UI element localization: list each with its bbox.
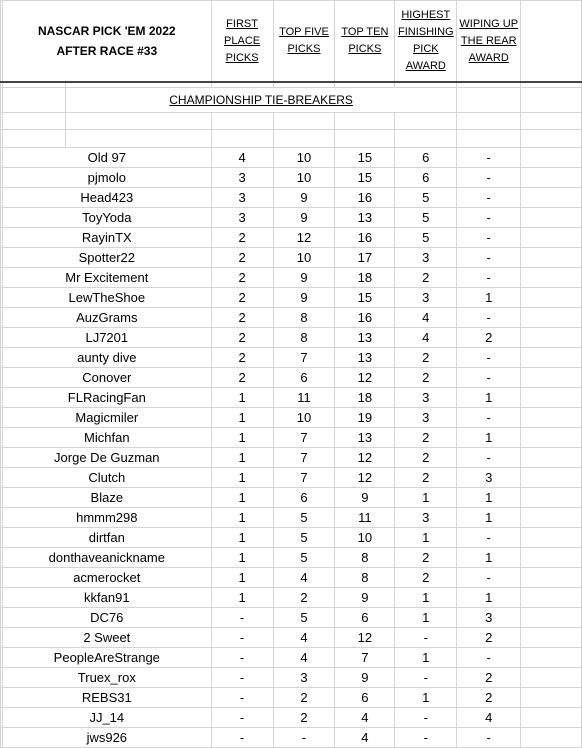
table-row (1, 728, 582, 748)
top-ten-picks: 8 (335, 548, 395, 568)
table-row (1, 708, 582, 728)
highest-finishing-award: 2 (395, 568, 457, 588)
first-place-picks: 2 (211, 308, 273, 328)
col-wiping-rear: WIPING UP THE REAR AWARD (457, 1, 521, 83)
top-ten-picks: 12 (335, 368, 395, 388)
top-ten-picks: 13 (335, 328, 395, 348)
highest-finishing-award: 3 (395, 508, 457, 528)
highest-finishing-award: 5 (395, 188, 457, 208)
highest-finishing-award: 1 (395, 528, 457, 548)
player-name: PeopleAreStrange (2, 648, 211, 668)
player-name: REBS31 (2, 688, 211, 708)
highest-finishing-award: 1 (395, 688, 457, 708)
wiping-rear-award: 3 (457, 608, 521, 628)
wiping-rear-award: 1 (457, 428, 521, 448)
first-place-picks: 2 (211, 268, 273, 288)
first-place-picks: 2 (211, 348, 273, 368)
top-ten-picks: 13 (335, 428, 395, 448)
top-ten-picks: 18 (335, 268, 395, 288)
first-place-picks: 2 (211, 248, 273, 268)
table-row (1, 588, 582, 608)
top-ten-picks: 6 (335, 608, 395, 628)
wiping-rear-award: - (457, 408, 521, 428)
first-place-picks: 1 (211, 468, 273, 488)
first-place-picks: - (211, 708, 273, 728)
first-place-picks: 1 (211, 408, 273, 428)
table-row (1, 548, 582, 568)
first-place-picks: 1 (211, 568, 273, 588)
top-five-picks: 8 (273, 328, 335, 348)
first-place-picks: 1 (211, 488, 273, 508)
table-row (1, 348, 582, 368)
top-ten-picks: 9 (335, 488, 395, 508)
table-row (1, 508, 582, 528)
player-name: Michfan (2, 428, 211, 448)
highest-finishing-award: 2 (395, 348, 457, 368)
wiping-rear-award: 1 (457, 288, 521, 308)
highest-finishing-award: 1 (395, 488, 457, 508)
table-row (1, 208, 582, 228)
top-five-picks: 12 (273, 228, 335, 248)
top-five-picks: 9 (273, 188, 335, 208)
top-ten-picks: 9 (335, 588, 395, 608)
table-row (1, 228, 582, 248)
table-row (1, 268, 582, 288)
player-name: LJ7201 (2, 328, 211, 348)
player-name: RayinTX (2, 228, 211, 248)
first-place-picks: 1 (211, 548, 273, 568)
player-name: dirtfan (2, 528, 211, 548)
top-five-picks: - (273, 728, 335, 748)
table-row (1, 648, 582, 668)
col-top-five: TOP FIVE PICKS (273, 1, 335, 83)
table-row (1, 328, 582, 348)
top-five-picks: 2 (273, 708, 335, 728)
highest-finishing-award: - (395, 668, 457, 688)
player-name: hmmm298 (2, 508, 211, 528)
wiping-rear-award: - (457, 648, 521, 668)
col-first-place: FIRST PLACE PICKS (211, 1, 273, 83)
highest-finishing-award: - (395, 628, 457, 648)
table-row (1, 628, 582, 648)
wiping-rear-award: - (457, 308, 521, 328)
player-name: aunty dive (2, 348, 211, 368)
wiping-rear-award: - (457, 528, 521, 548)
player-name: Head423 (2, 188, 211, 208)
wiping-rear-award: - (457, 228, 521, 248)
wiping-rear-award: - (457, 448, 521, 468)
wiping-rear-award: - (457, 188, 521, 208)
table-row (1, 408, 582, 428)
player-name: kkfan91 (2, 588, 211, 608)
table-row (1, 248, 582, 268)
highest-finishing-award: 6 (395, 168, 457, 188)
top-five-picks: 5 (273, 508, 335, 528)
first-place-picks: 3 (211, 168, 273, 188)
first-place-picks: 2 (211, 228, 273, 248)
table-row (1, 568, 582, 588)
player-name: Truex_rox (2, 668, 211, 688)
top-ten-picks: 8 (335, 568, 395, 588)
wiping-rear-award: 2 (457, 628, 521, 648)
player-name: Spotter22 (2, 248, 211, 268)
wiping-rear-award: - (457, 728, 521, 748)
wiping-rear-award: - (457, 148, 521, 168)
header-row (1, 1, 582, 83)
highest-finishing-award: 1 (395, 648, 457, 668)
table-row (1, 428, 582, 448)
wiping-rear-award: 1 (457, 548, 521, 568)
title-line-1: NASCAR PICK 'EM 2022 (38, 24, 176, 38)
wiping-rear-award: - (457, 208, 521, 228)
top-ten-picks: 12 (335, 468, 395, 488)
top-ten-picks: 16 (335, 308, 395, 328)
player-name: LewTheShoe (2, 288, 211, 308)
player-name: Jorge De Guzman (2, 448, 211, 468)
top-five-picks: 8 (273, 308, 335, 328)
highest-finishing-award: 3 (395, 288, 457, 308)
first-place-picks: - (211, 628, 273, 648)
first-place-picks: - (211, 688, 273, 708)
top-ten-picks: 13 (335, 348, 395, 368)
top-five-picks: 9 (273, 268, 335, 288)
player-name: Clutch (2, 468, 211, 488)
table-row (1, 448, 582, 468)
top-ten-picks: 6 (335, 688, 395, 708)
highest-finishing-award: 3 (395, 388, 457, 408)
first-place-picks: 3 (211, 208, 273, 228)
wiping-rear-award: - (457, 268, 521, 288)
player-name: FLRacingFan (2, 388, 211, 408)
wiping-rear-award: - (457, 248, 521, 268)
highest-finishing-award: 1 (395, 588, 457, 608)
top-five-picks: 9 (273, 208, 335, 228)
highest-finishing-award: 3 (395, 248, 457, 268)
top-ten-picks: 4 (335, 708, 395, 728)
wiping-rear-award: 3 (457, 468, 521, 488)
wiping-rear-award: 2 (457, 688, 521, 708)
top-ten-picks: 15 (335, 288, 395, 308)
top-five-picks: 10 (273, 408, 335, 428)
table-row (1, 148, 582, 168)
top-five-picks: 4 (273, 568, 335, 588)
first-place-picks: 2 (211, 368, 273, 388)
first-place-picks: - (211, 608, 273, 628)
top-ten-picks: 12 (335, 448, 395, 468)
wiping-rear-award: 1 (457, 508, 521, 528)
top-ten-picks: 11 (335, 508, 395, 528)
player-name: Mr Excitement (2, 268, 211, 288)
sheet-title (2, 1, 211, 83)
table-row (1, 308, 582, 328)
top-ten-picks: 13 (335, 208, 395, 228)
top-ten-picks: 9 (335, 668, 395, 688)
table-row (1, 468, 582, 488)
player-name: jws926 (2, 728, 211, 748)
first-place-picks: 1 (211, 508, 273, 528)
col-top-ten: TOP TEN PICKS (335, 1, 395, 83)
first-place-picks: 1 (211, 528, 273, 548)
top-five-picks: 7 (273, 468, 335, 488)
player-name: DC76 (2, 608, 211, 628)
top-ten-picks: 15 (335, 168, 395, 188)
top-ten-picks: 4 (335, 728, 395, 748)
top-five-picks: 5 (273, 548, 335, 568)
top-ten-picks: 12 (335, 628, 395, 648)
highest-finishing-award: 4 (395, 328, 457, 348)
top-ten-picks: 19 (335, 408, 395, 428)
table-row (1, 688, 582, 708)
wiping-rear-award: - (457, 168, 521, 188)
first-place-picks: 3 (211, 188, 273, 208)
top-five-picks: 11 (273, 388, 335, 408)
highest-finishing-award: 6 (395, 148, 457, 168)
top-five-picks: 4 (273, 648, 335, 668)
top-five-picks: 5 (273, 608, 335, 628)
top-ten-picks: 16 (335, 228, 395, 248)
top-five-picks: 10 (273, 248, 335, 268)
highest-finishing-award: 1 (395, 608, 457, 628)
player-name: donthaveanickname (2, 548, 211, 568)
first-place-picks: 4 (211, 148, 273, 168)
top-five-picks: 7 (273, 348, 335, 368)
top-five-picks: 10 (273, 168, 335, 188)
section-title: CHAMPIONSHIP TIE-BREAKERS (65, 88, 456, 113)
top-five-picks: 6 (273, 488, 335, 508)
wiping-rear-award: 2 (457, 328, 521, 348)
highest-finishing-award: 2 (395, 268, 457, 288)
player-name: JJ_14 (2, 708, 211, 728)
table-row (1, 488, 582, 508)
player-name: pjmolo (2, 168, 211, 188)
player-name: Old 97 (2, 148, 211, 168)
top-five-picks: 10 (273, 148, 335, 168)
wiping-rear-award: 1 (457, 588, 521, 608)
highest-finishing-award: 3 (395, 408, 457, 428)
wiping-rear-award: - (457, 368, 521, 388)
table-row (1, 528, 582, 548)
player-name: 2 Sweet (2, 628, 211, 648)
top-five-picks: 5 (273, 528, 335, 548)
highest-finishing-award: 2 (395, 448, 457, 468)
table-row (1, 168, 582, 188)
top-five-picks: 6 (273, 368, 335, 388)
player-name: Magicmiler (2, 408, 211, 428)
top-five-picks: 7 (273, 428, 335, 448)
player-name: acmerocket (2, 568, 211, 588)
first-place-picks: - (211, 648, 273, 668)
top-ten-picks: 18 (335, 388, 395, 408)
top-five-picks: 4 (273, 628, 335, 648)
first-place-picks: 1 (211, 588, 273, 608)
top-ten-picks: 10 (335, 528, 395, 548)
first-place-picks: - (211, 668, 273, 688)
player-name: Blaze (2, 488, 211, 508)
table-row (1, 608, 582, 628)
top-ten-picks: 15 (335, 148, 395, 168)
table-row (1, 368, 582, 388)
first-place-picks: 1 (211, 448, 273, 468)
first-place-picks: - (211, 728, 273, 748)
table-row (1, 668, 582, 688)
top-five-picks: 2 (273, 588, 335, 608)
wiping-rear-award: - (457, 568, 521, 588)
top-ten-picks: 7 (335, 648, 395, 668)
player-name: AuzGrams (2, 308, 211, 328)
highest-finishing-award: 2 (395, 548, 457, 568)
highest-finishing-award: 2 (395, 368, 457, 388)
top-five-picks: 9 (273, 288, 335, 308)
spacer-row (1, 130, 582, 148)
player-name: Conover (2, 368, 211, 388)
highest-finishing-award: 2 (395, 468, 457, 488)
wiping-rear-award: 1 (457, 488, 521, 508)
table-row (1, 188, 582, 208)
top-five-picks: 2 (273, 688, 335, 708)
highest-finishing-award: 5 (395, 228, 457, 248)
spacer-row (1, 113, 582, 130)
wiping-rear-award: 2 (457, 668, 521, 688)
highest-finishing-award: - (395, 708, 457, 728)
first-place-picks: 1 (211, 388, 273, 408)
wiping-rear-award: 1 (457, 388, 521, 408)
highest-finishing-award: 2 (395, 428, 457, 448)
first-place-picks: 1 (211, 428, 273, 448)
wiping-rear-award: - (457, 348, 521, 368)
top-five-picks: 7 (273, 448, 335, 468)
col-highest-finishing: HIGHEST FINISHING PICK AWARD (395, 1, 457, 83)
highest-finishing-award: 4 (395, 308, 457, 328)
table-row (1, 288, 582, 308)
highest-finishing-award: - (395, 728, 457, 748)
table-row (1, 388, 582, 408)
top-ten-picks: 16 (335, 188, 395, 208)
section-row (1, 88, 582, 113)
title-line-2: AFTER RACE #33 (56, 44, 158, 58)
first-place-picks: 2 (211, 288, 273, 308)
highest-finishing-award: 5 (395, 208, 457, 228)
wiping-rear-award: 4 (457, 708, 521, 728)
player-name: ToyYoda (2, 208, 211, 228)
first-place-picks: 2 (211, 328, 273, 348)
top-ten-picks: 17 (335, 248, 395, 268)
top-five-picks: 3 (273, 668, 335, 688)
